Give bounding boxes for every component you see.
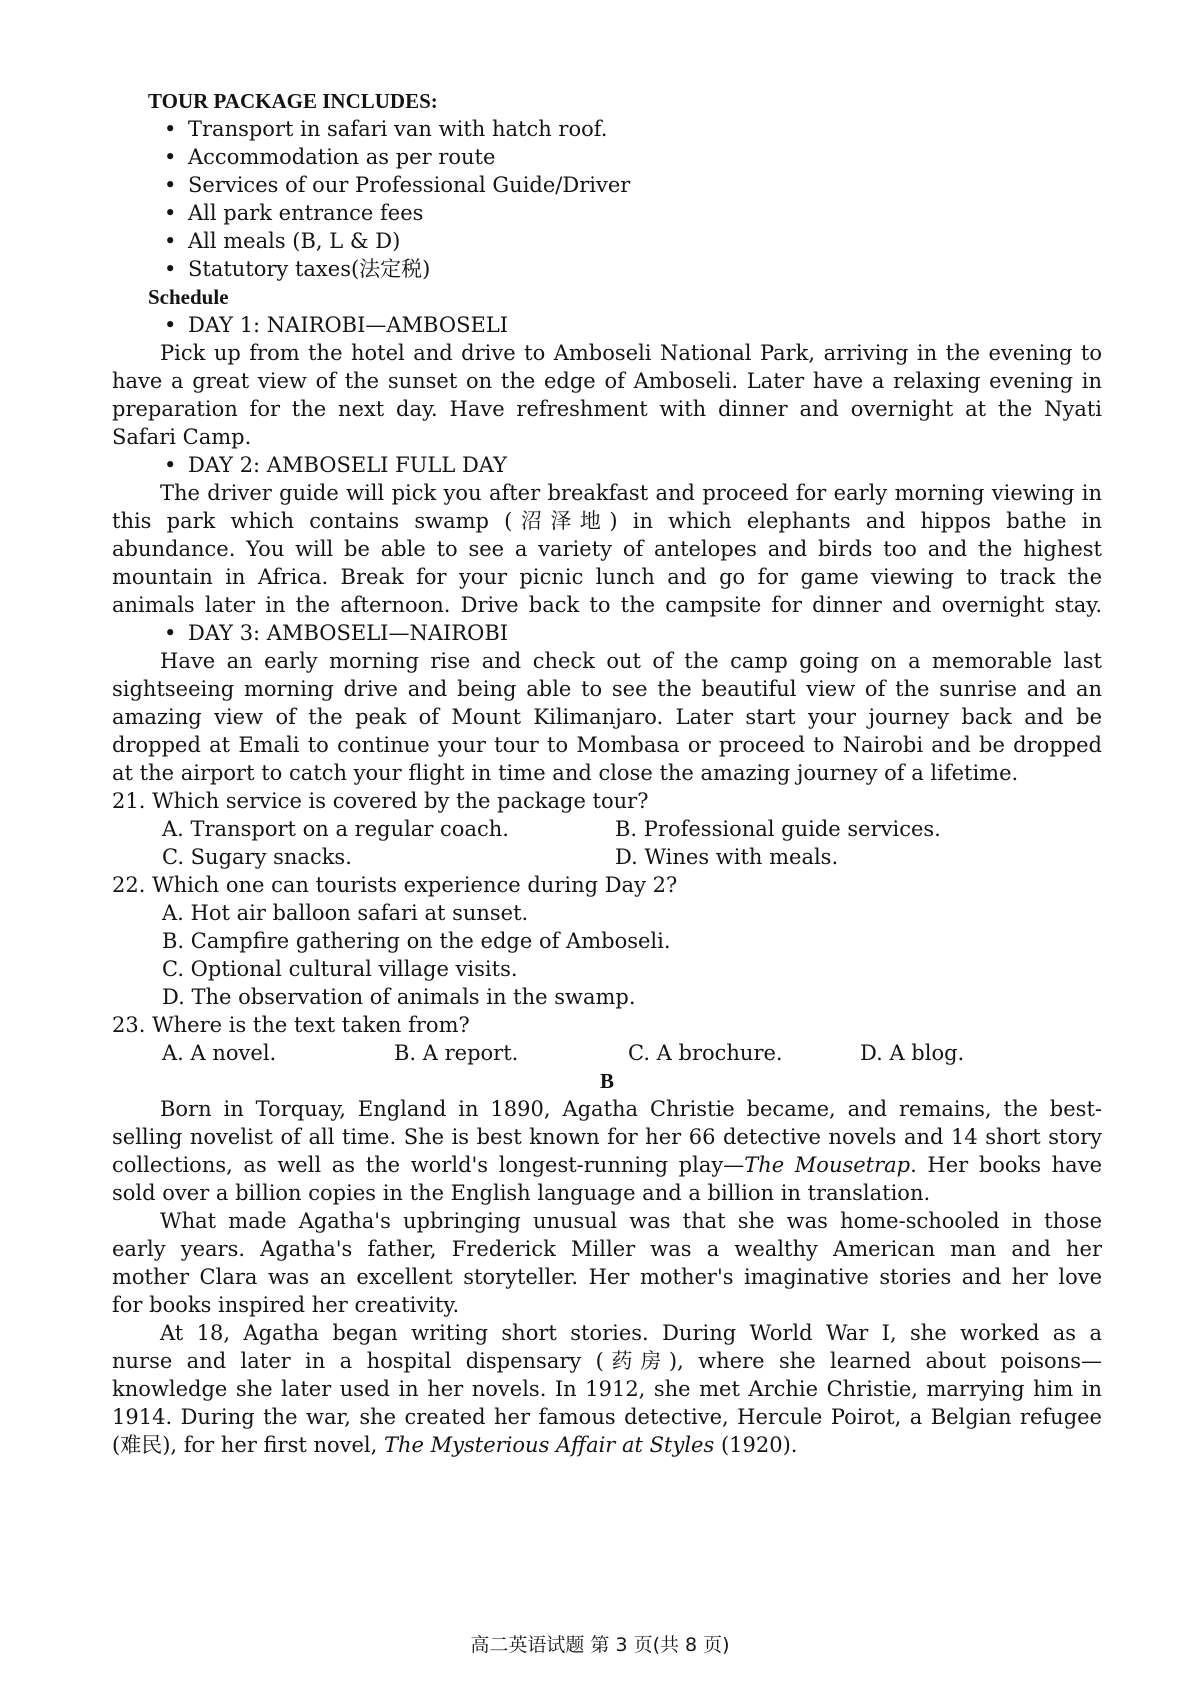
day2-line: abundance. You will be able to see a variety of antelopes and birds too and the highest [112,537,1102,561]
question-21-row2 [162,842,1102,872]
day3-line: dropped at Emali to continue your tour to Mombasa or proceed to Nairobi and be dropped [112,733,1102,757]
day1-line: Pick up from the hotel and drive to Amboseli National Park, arriving in the evening to [160,341,1102,365]
day2-title: • DAY 2: AMBOSELI FULL DAY [164,450,1154,480]
day2-line: this park which contains swamp (沼泽地) in which elephants and hippos bathe in [112,509,1102,533]
day3-line: at the airport to catch your flight in time and close the amazing journey of a lifetime. [112,761,1019,785]
novel-title: The Mysterious Affair at Styles [384,1433,715,1457]
day1-line: preparation for the next day. Have refreshment with dinner and overnight at the Nyati [112,397,1102,421]
question-21-stem: 21. Which service is covered by the package tour? [112,789,649,813]
package-item: • Statutory taxes(法定税) [164,254,1154,284]
passage-b-p2-line: for books inspired her creativity. [112,1293,460,1317]
package-item: • Services of our Professional Guide/Driver [164,170,1154,200]
question-22-stem: 22. Which one can tourists experience during Day 2? [112,873,678,897]
passage-b-p1-line: sold over a billion copies in the English language and a billion in translation. [112,1181,931,1205]
option-22-a[interactable]: A. Hot air balloon safari at sunset. [162,901,529,925]
option-23-a[interactable]: A. A novel. [162,1041,277,1065]
passage-b-p3-line: At 18, Agatha began writing short stories. During World War I, she worked as a [160,1321,1102,1345]
package-item: • All park entrance fees [164,198,1154,228]
option-21-b[interactable]: B. Professional guide services. [615,817,941,841]
question-23-row [162,1038,1102,1068]
package-item: • All meals (B, L & D) [164,226,1154,256]
day1-line: have a great view of the sunset on the edge of Amboseli. Later have a relaxing evening in [112,369,1102,393]
passage-b-p3-line: nurse and later in a hospital dispensary (药房), where she learned about poisons— [112,1349,1102,1373]
passage-b-p1-line: collections, as well as the world's longest-running play—The Mousetrap. Her books have [112,1153,1102,1177]
option-23-d[interactable]: D. A blog. [860,1041,965,1065]
option-21-a[interactable]: A. Transport on a regular coach. [162,817,509,841]
option-23-b[interactable]: B. A report. [394,1041,519,1065]
option-23-c[interactable]: C. A brochure. [628,1041,783,1065]
option-21-d[interactable]: D. Wines with meals. [615,845,839,869]
passage-b-p3-line: knowledge she later used in her novels. In 1912, she met Archie Christie, marrying him in [112,1377,1102,1401]
package-item: • Transport in safari van with hatch roof. [164,114,1154,144]
passage-b-p2-line: What made Agatha's upbringing unusual was that she was home-schooled in those [160,1209,1102,1233]
package-heading: TOUR PACKAGE INCLUDES: [148,89,438,113]
day3-line: amazing view of the peak of Mount Kilimanjaro. Later start your journey back and be [112,705,1102,729]
day3-line: Have an early morning rise and check out of the camp going on a memorable last [160,649,1102,673]
option-22-c[interactable]: C. Optional cultural village visits. [162,957,518,981]
day2-line: animals later in the afternoon. Drive back to the campsite for dinner and overnight stay. [112,593,1102,617]
day3-line: sightseeing morning drive and being able to see the beautiful view of the sunrise and an [112,677,1102,701]
passage-b-p1-line: selling novelist of all time. She is best known for her 66 detective novels and 14 short story [112,1125,1102,1149]
schedule-heading: Schedule [148,285,229,309]
option-21-c[interactable]: C. Sugary snacks. [162,845,352,869]
option-22-d[interactable]: D. The observation of animals in the swamp. [162,985,636,1009]
day2-line: The driver guide will pick you after breakfast and proceed for early morning viewing in [160,481,1102,505]
passage-b-p2-line: mother Clara was an excellent storyteller. Her mother's imaginative stories and her love [112,1265,1102,1289]
package-item: • Accommodation as per route [164,142,1154,172]
passage-b-p2-line: early years. Agatha's father, Frederick Miller was a wealthy American man and her [112,1237,1102,1261]
page-footer: 高二英语试题 第 3 页(共 8 页) [470,1634,730,1656]
option-22-b[interactable]: B. Campfire gathering on the edge of Amboseli. [162,929,671,953]
play-title: The Mousetrap [744,1153,911,1177]
passage-b-p3-line: 1914. During the war, she created her famous detective, Hercule Poirot, a Belgian refugee [112,1405,1102,1429]
day2-line: mountain in Africa. Break for your picnic lunch and go for game viewing to track the [112,565,1102,589]
question-21-row1 [162,814,1102,844]
day1-line: Safari Camp. [112,425,252,449]
question-23-stem: 23. Where is the text taken from? [112,1013,470,1037]
passage-b-label: B [599,1069,614,1093]
passage-b-p1-line: Born in Torquay, England in 1890, Agatha Christie became, and remains, the best- [160,1097,1102,1121]
passage-b-p3-line: (难民), for her first novel, The Mysterious Affair at Styles (1920). [112,1433,798,1457]
day1-title: • DAY 1: NAIROBI—AMBOSELI [164,310,1154,340]
day3-title: • DAY 3: AMBOSELI—NAIROBI [164,618,1154,648]
